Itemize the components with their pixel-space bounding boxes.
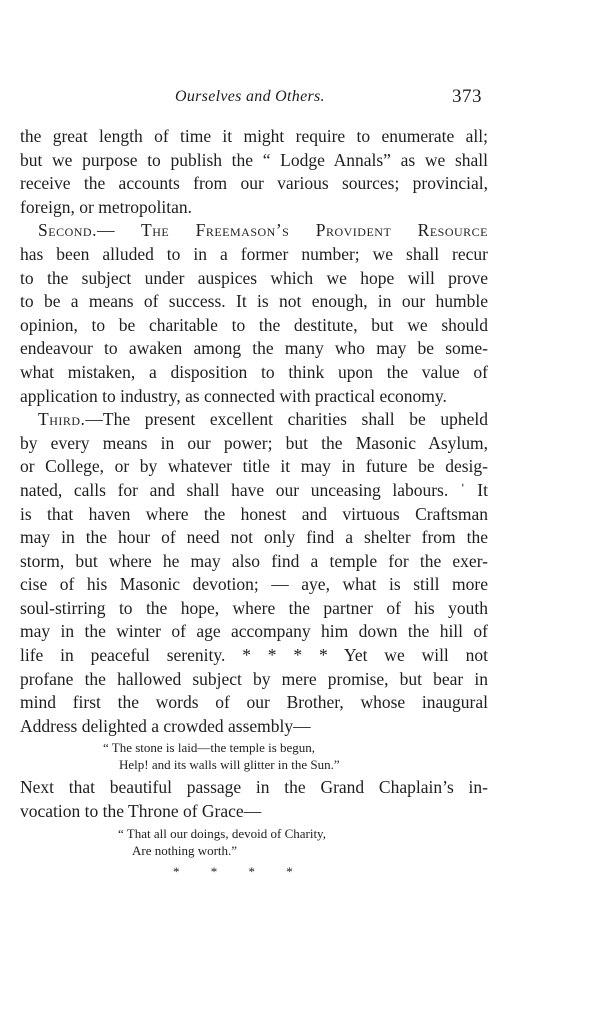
- text-line: has been alluded to in a former number; we shall recur: [20, 243, 488, 264]
- text-line: profane the hallowed subject by mere promise, but bear in: [20, 668, 488, 689]
- verse-quote-2: [20, 824, 488, 862]
- text-line: endeavour to awaken among the many who may be some-: [20, 338, 488, 359]
- verse-line: “ That all our doings, devoid of Charity,: [118, 825, 326, 841]
- text-line: soul-stirring to the hope, where the partner of his youth: [20, 597, 488, 618]
- verse-line: “ The stone is laid—the temple is begun,: [103, 740, 316, 756]
- text-line: or College, or by whatever title it may in future be desig-: [20, 456, 488, 477]
- verse-line: Are nothing worth.”: [132, 842, 238, 858]
- verse-quote-1: [20, 738, 488, 776]
- text-line: application to industry, as connected with practical economy.: [20, 385, 447, 406]
- text-line: what mistaken, a disposition to think upon the value of: [20, 361, 488, 382]
- third-heading: Third.: [38, 409, 86, 430]
- page-number: 373: [452, 86, 482, 107]
- text-line: life in peaceful serenity. * * * * Yet we will not: [20, 645, 488, 666]
- text-line: may in the hour of need not only find a shelter from the: [20, 527, 488, 548]
- third-line-rest: —The present excellent charities shall be upheld: [85, 409, 488, 430]
- verse-line: Help! and its walls will glitter in the Sun.”: [119, 757, 340, 773]
- text-line: storm, but where he may also find a temple for the exer-: [20, 550, 488, 571]
- second-title: — The Freemason’s Provident Resource: [96, 220, 488, 241]
- third-heading-line: [20, 408, 488, 432]
- text-line: receive the accounts from our various sources; provincial,: [20, 173, 488, 194]
- text-line: by every means in our power; but the Masonic Asylum,: [20, 432, 488, 453]
- text-line: foreign, or metropolitan.: [20, 196, 193, 217]
- text-line: mind first the words of our Brother, whose inaugural: [20, 692, 488, 713]
- text-line: the great length of time it might require to enumerate all;: [20, 126, 488, 146]
- text-line: may in the winter of age accompany him down the hill of: [20, 621, 488, 642]
- body-text: [20, 125, 488, 882]
- text-line: Address delighted a crowded assembly—: [20, 715, 311, 736]
- second-heading-line: [20, 219, 488, 243]
- text-line: vocation to the Throne of Grace—: [20, 801, 262, 822]
- text-line: opinion, to be charitable to the destitute, but we should: [20, 314, 488, 335]
- second-heading: Second.: [38, 220, 97, 241]
- page-header: [0, 88, 592, 112]
- text-line: Next that beautiful passage in the Grand Chaplain’s in-: [20, 777, 488, 798]
- text-line: to be a means of success. It is not enough, in our humble: [20, 291, 488, 312]
- text-line: is that haven where the honest and virtuous Craftsman: [20, 503, 488, 524]
- text-line: to the subject under auspices which we hope will prove: [20, 267, 488, 288]
- running-head: Ourselves and Others.: [175, 88, 325, 105]
- text-line: nated, calls for and shall have our unceasing labours. ˈ It: [20, 479, 488, 500]
- asterism: * * * *: [173, 863, 293, 879]
- text-line: cise of his Masonic devotion; — aye, what is still more: [20, 574, 488, 595]
- text-line: but we purpose to publish the “ Lodge Annals” as we shall: [20, 149, 488, 170]
